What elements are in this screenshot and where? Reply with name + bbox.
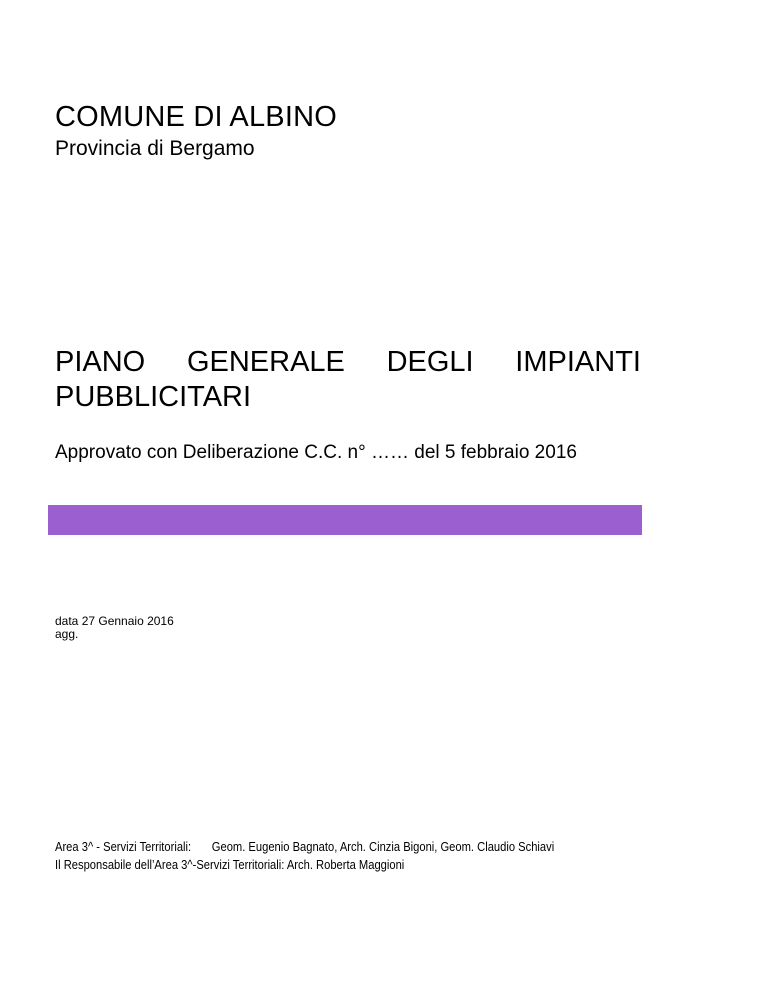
decorative-band — [48, 505, 642, 535]
title-word: IMPIANTI — [515, 346, 641, 378]
area-label: Area 3^ - Servizi Territoriali: — [55, 839, 192, 854]
area-staff: Geom. Eugenio Bagnato, Arch. Cinzia Bigoni, Geom. Claudio Schiavi — [211, 839, 555, 854]
title-word: GENERALE — [186, 346, 345, 378]
municipality-name: COMUNE DI ALBINO — [55, 101, 337, 133]
province-name: Provincia di Bergamo — [55, 137, 255, 160]
title-word: DEGLI — [386, 346, 474, 378]
title-word: PIANO — [55, 346, 146, 378]
footer-staff-line — [55, 838, 554, 856]
document-date: data 27 Gennaio 2016 — [55, 614, 174, 628]
footer-responsabile-line: Il Responsabile dell’Area 3^-Servizi Territoriali: Arch. Roberta Maggioni — [55, 857, 405, 872]
approval-note: Approvato con Deliberazione C.C. n° …… del 5 febbraio 2016 — [55, 442, 577, 463]
document-title — [55, 345, 641, 415]
title-line-2: PUBBLICITARI — [55, 381, 252, 413]
title-line-1 — [55, 345, 641, 380]
update-label: agg. — [55, 627, 79, 641]
